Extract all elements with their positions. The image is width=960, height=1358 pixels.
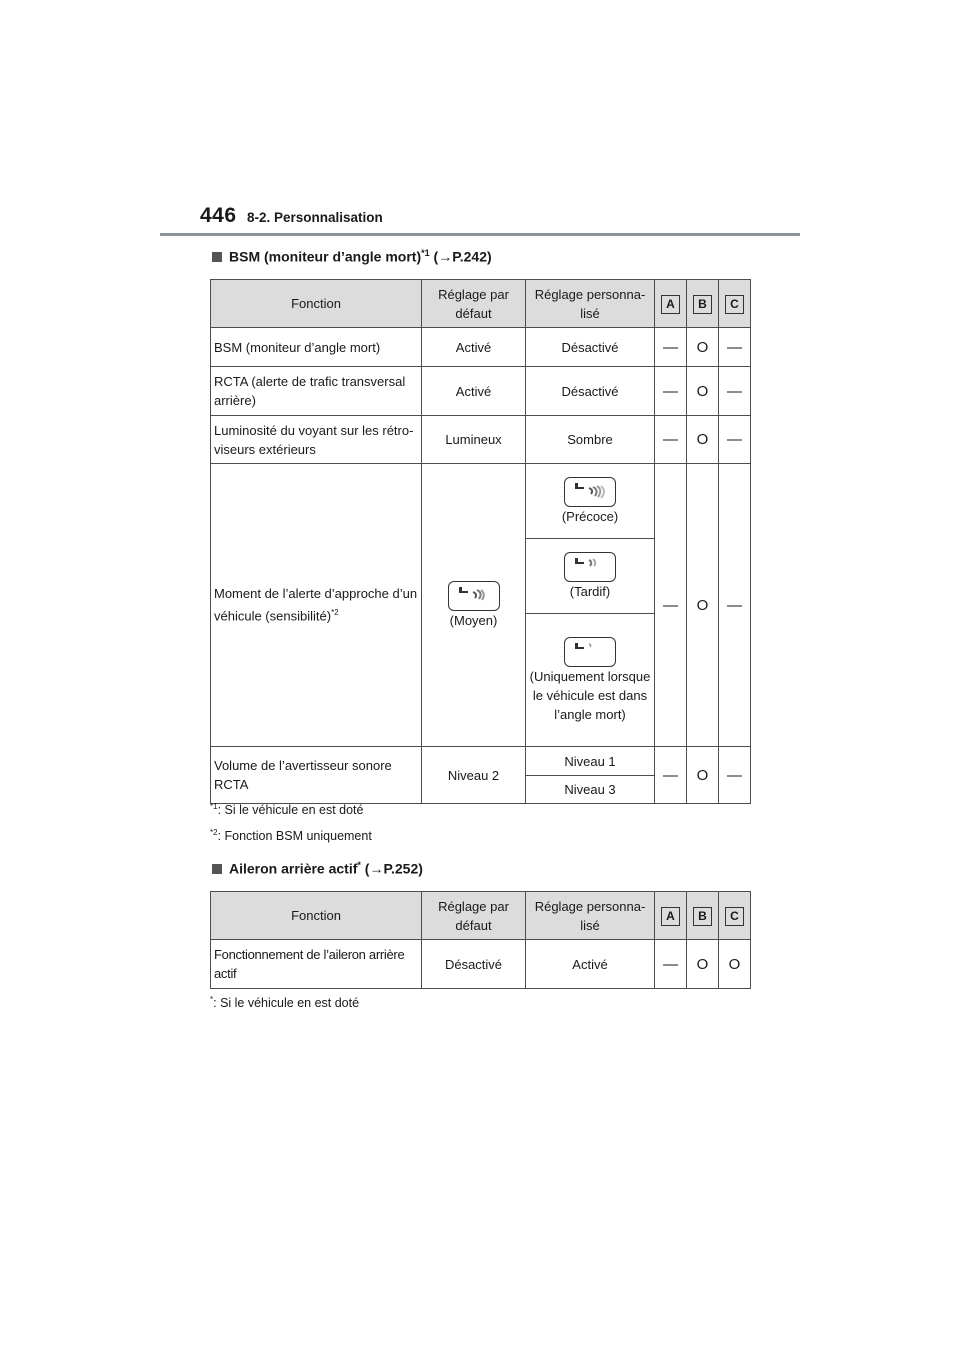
default-cell: Lumineux <box>422 416 526 464</box>
function-cell: BSM (moniteur d’angle mort) <box>211 328 422 367</box>
table-row <box>211 416 751 464</box>
bsm-early-icon <box>564 477 616 507</box>
method-c-cell: — <box>719 464 751 747</box>
method-b-cell: O <box>687 367 719 416</box>
col-header-a <box>655 280 687 328</box>
footnote <box>210 828 372 843</box>
table-row <box>211 367 751 416</box>
spoiler-settings-table <box>210 891 751 989</box>
table-row-timing <box>211 464 751 539</box>
method-a-cell: — <box>655 464 687 747</box>
method-b-cell: O <box>687 940 719 989</box>
page-reference-link[interactable]: (→P.252) <box>364 860 423 877</box>
footnote-text: : Si le véhicule en est doté <box>217 803 364 818</box>
bsm-settings-table <box>210 279 751 804</box>
col-header-function: Fonction <box>211 892 422 940</box>
footnote-mark: *2 <box>210 828 218 837</box>
col-b-badge: B <box>693 907 712 926</box>
footnote-mark: *1 <box>210 802 218 811</box>
footnote-text: : Fonction BSM uniquement <box>217 829 372 844</box>
method-b-cell: O <box>687 328 719 367</box>
col-header-custom: Réglage personna-lisé <box>526 892 655 940</box>
method-a-cell: — <box>655 367 687 416</box>
custom-cell: Sombre <box>526 416 655 464</box>
custom-option-level-3: Niveau 3 <box>526 776 655 804</box>
bsm-medium-icon <box>448 581 500 611</box>
method-b-cell: O <box>687 416 719 464</box>
custom-cell: Activé <box>526 940 655 989</box>
default-cell: Niveau 2 <box>422 747 526 804</box>
col-header-b <box>687 280 719 328</box>
method-c-cell: — <box>719 747 751 804</box>
heading-text: BSM (moniteur d’angle mort) <box>229 248 422 265</box>
footnote-mark: *2 <box>331 608 339 618</box>
custom-option-label: (Précoce) <box>561 508 619 524</box>
custom-option-late <box>526 539 655 614</box>
col-header-default: Réglage par défaut <box>422 892 526 940</box>
col-header-c <box>719 892 751 940</box>
col-header-c <box>719 280 751 328</box>
col-header-function: Fonction <box>211 280 422 328</box>
table-row <box>211 940 751 989</box>
col-header-b <box>687 892 719 940</box>
custom-cell: Désactivé <box>526 328 655 367</box>
footnote-mark: * <box>210 995 214 1004</box>
custom-cell: Désactivé <box>526 367 655 416</box>
heading-bullet-icon <box>212 864 222 874</box>
default-cell <box>422 464 526 747</box>
table-header-row <box>211 280 751 328</box>
col-header-custom: Réglage personna-lisé <box>526 280 655 328</box>
custom-option-blind-spot-only <box>526 614 655 747</box>
method-c-cell: O <box>719 940 751 989</box>
heading-bullet-icon <box>212 252 222 262</box>
col-c-badge: C <box>725 295 744 314</box>
method-b-cell: O <box>687 747 719 804</box>
function-cell <box>211 464 422 747</box>
custom-option-level-1: Niveau 1 <box>526 747 655 776</box>
method-a-cell: — <box>655 747 687 804</box>
default-cell: Activé <box>422 367 526 416</box>
page-reference-link[interactable]: (→P.242) <box>433 248 492 265</box>
table-row-volume <box>211 747 751 776</box>
default-label: (Moyen) <box>449 612 498 628</box>
function-cell: RCTA (alerte de trafic transversal arrière) <box>211 367 422 416</box>
chapter-title: 8-2. Personnalisation <box>247 210 383 225</box>
method-a-cell: — <box>655 940 687 989</box>
heading-text: Aileron arrière actif <box>229 860 358 877</box>
function-text: Moment de l’alerte d’approche d’un véhicule (sensibilité) <box>214 586 418 624</box>
default-cell: Désactivé <box>422 940 526 989</box>
default-cell: Activé <box>422 328 526 367</box>
footnote <box>210 802 364 817</box>
col-a-badge: A <box>661 907 680 926</box>
method-b-cell: O <box>687 464 719 747</box>
table-row <box>211 328 751 367</box>
col-a-badge: A <box>661 295 680 314</box>
method-a-cell: — <box>655 416 687 464</box>
col-header-a <box>655 892 687 940</box>
col-b-badge: B <box>693 295 712 314</box>
col-header-default: Réglage par défaut <box>422 280 526 328</box>
method-c-cell: — <box>719 416 751 464</box>
function-cell: Volume de l’avertisseur sonore RCTA <box>211 747 422 804</box>
heading-footnote-mark: * <box>357 860 361 870</box>
method-c-cell: — <box>719 367 751 416</box>
header-rule <box>160 233 800 236</box>
table-header-row <box>211 892 751 940</box>
heading-footnote-mark: *1 <box>421 248 430 258</box>
custom-option-label: (Tardif) <box>569 583 611 599</box>
col-c-badge: C <box>725 907 744 926</box>
page-number: 446 <box>200 204 237 227</box>
method-c-cell: — <box>719 328 751 367</box>
function-cell: Luminosité du voyant sur les rétro-viseurs extérieurs <box>211 416 422 464</box>
custom-option-early <box>526 464 655 539</box>
bsm-late-icon <box>564 552 616 582</box>
custom-option-label: (Uniquement lorsque le véhicule est dans l’angle mort) <box>529 668 651 722</box>
section-heading-bsm <box>212 248 492 265</box>
section-heading-spoiler <box>212 860 423 877</box>
function-cell: Fonctionnement de l’aileron arrière actif <box>211 940 422 989</box>
bsm-blind-spot-only-icon <box>564 637 616 667</box>
method-a-cell: — <box>655 328 687 367</box>
footnote <box>210 995 359 1010</box>
footnote-text: : Si le véhicule en est doté <box>213 996 360 1011</box>
